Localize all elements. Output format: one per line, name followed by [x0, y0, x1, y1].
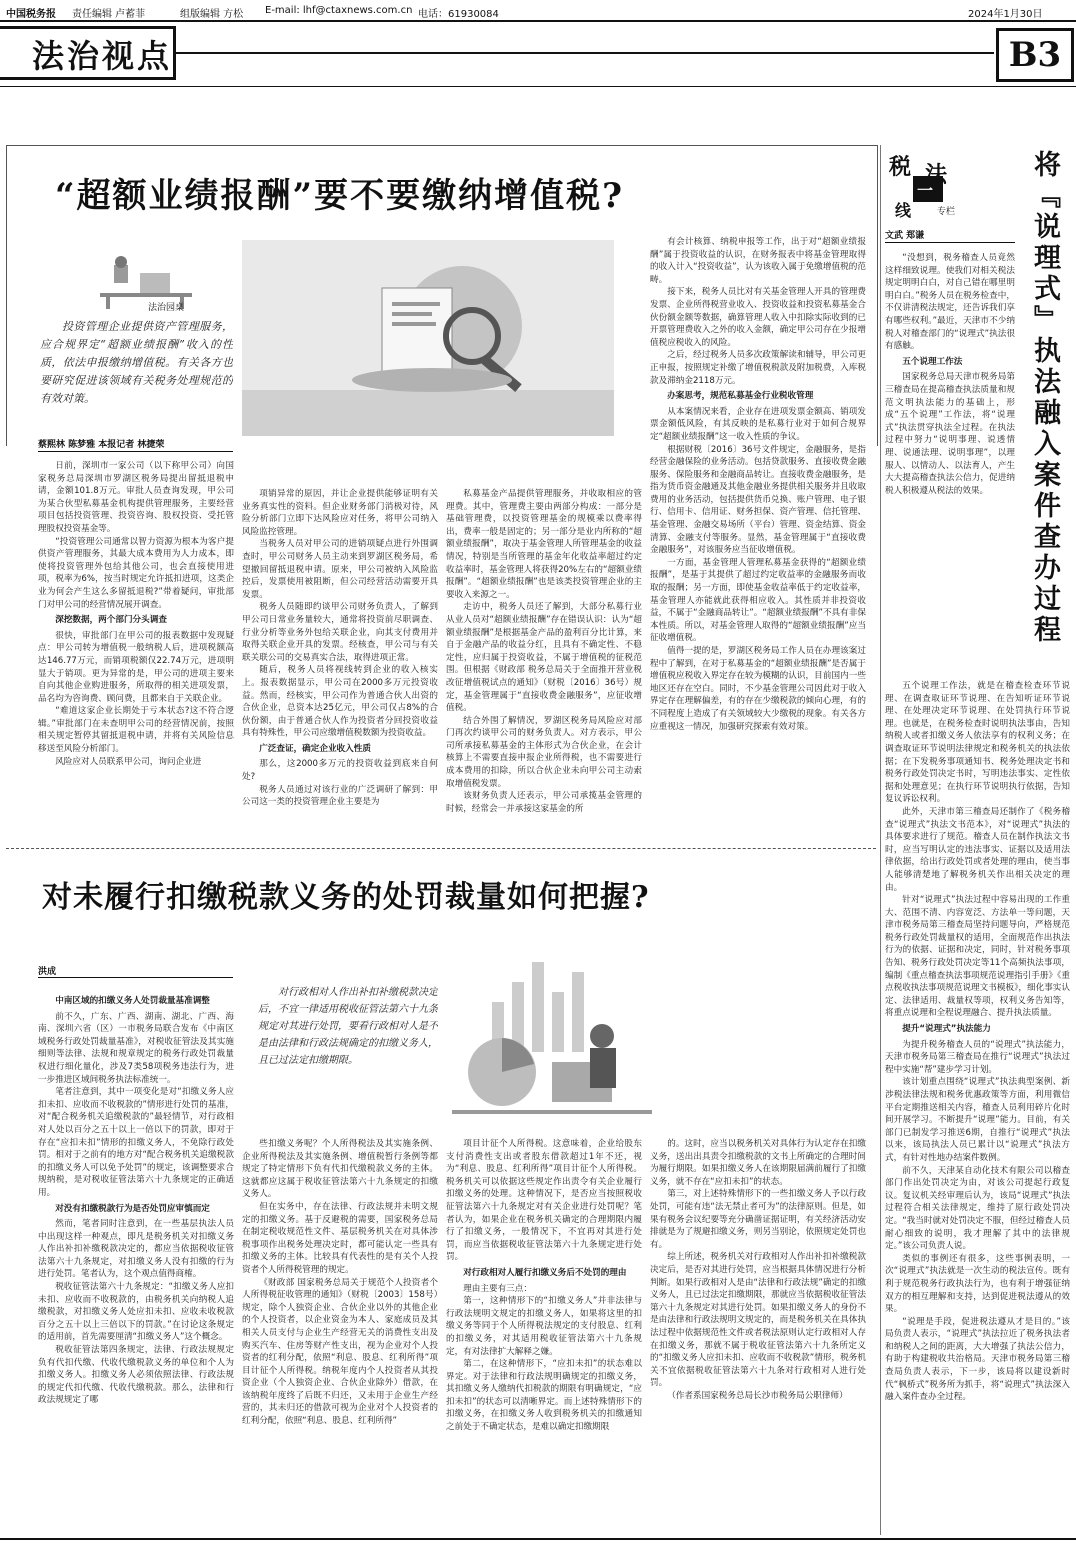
paragraph: 第二，在这种情形下，“应扣未扣”的状态难以界定。对于法律和行政法规明确规定的扣缴义务，其扣缴义务人缴纳代扣税款的期限有明确规定，“应扣未扣”的状态可以清晰界定。而上述特殊情形下的扣缴义务，在扣缴义务人收到税务机关的扣缴通知之前处于不确定状态，是难以确定扣缴期限	[446, 1359, 642, 1433]
paragraph: 前不久，天津某自动化技术有限公司以稽查部门作出处罚决定为由，对该公司提起行政复议。复议机关经审理后认为，该局“说理式”执法过程符合相关法律规定，维持了原行政处罚决定。“我当时就对处罚决定不服，但经过稽查人员耐心细致的说明，我才理解了其中的法律规定。”该公司负责人说。	[885, 1165, 1070, 1252]
paragraph: 根据财税〔2016〕36号文件规定，金融服务，是指经营金融保险的业务活动。包括贷款服务、直接收费金融服务、保险服务和金融商品转让。直接收费金融服务，是指为货币资金融通及其他金融业务提供相关服务并且收取费用的业务活动，包括提供货币兑换、账户管理、电子银行、信用卡、信用证、财务担保、资产管理、信托管理、基金管理、金融交易场所（平台）管理、资金结算、资金清算、金融支付等服务。显然，基金管理属于“直接收费金融服务”，对该服务应当征收增值税。	[650, 444, 866, 556]
paragraph: 有会计核算、纳税申报等工作，出于对“超额业绩报酬”属于投资收益的认识，在财务报表中将基金管理取得的收入计入“投资收益”，认为该收入属于免缴增值税的范畴。	[650, 237, 866, 285]
sidebar-body-bottom	[885, 680, 1070, 1532]
paragraph: 当税务人员对甲公司的进销项疑点进行外围调查时，甲公司财务人员主动来到罗湖区税务局，希望撤回留抵退税申请。原来，甲公司被纳入风险监控后，发票使用被阻断，但公司经营活动需要开具发票。	[242, 539, 438, 600]
sidebar-byline: 文武 郑谦	[885, 231, 925, 241]
article2-col1	[38, 992, 234, 1532]
section-title: 法治视点	[32, 37, 173, 75]
paragraph: 税收征管法第四条规定，法律、行政法规规定负有代扣代缴、代收代缴税款义务的单位和个人为扣缴义务人。扣缴义务人必须依照法律、行政法规的规定代扣代缴、代收代缴税款。那么，法律和行政法规规定了哪	[38, 1345, 234, 1406]
logo-tag: 专栏	[937, 207, 956, 217]
article2-illustration	[452, 952, 652, 1134]
article1-main-illustration	[242, 240, 614, 436]
paragraph: 然而，笔者同时注意到，在一些基层执法人员中出现这样一种观点，即凡是税务机关对扣缴义务人作出补扣补缴税款决定的，都应当依据税收征管法第六十九条规定，对扣缴义务人没有扣缴的行为进行处罚。笔者认为，这个观点值得商榷。	[38, 1219, 234, 1280]
paragraph: “投资管理公司通常以智力资源为根本为客户提供资产管理服务，其最大成本费用为人力成本，即使将投资管理外包给其他公司，也会直接使用进项，税率为6%，按当时规定允许抵扣进项，这类企业为何会产生这么多留抵退税?”带着疑问，审批部门对甲公司的经营情况展开调查。	[38, 536, 234, 610]
paragraph: 走访中，税务人员还了解到，大部分私募行业从业人员对“超额业绩报酬”存在错误认识：认为“超额业绩报酬”是根据基金产品的盈利百分比计算，来自于金融产品的收益分红，且具有不确定性、不稳定性，应归属于投资收益，不属于增值税的征税范围。但根据《财政部 税务总局关于全面推开营业税改征增值税试点的通知》（财税〔2016〕36号）规定，基金管理属于“直接收费金融服务”，应征收增值税。	[446, 602, 642, 714]
paragraph: “说理是手段，促进税法遵从才是目的。”该局负责人表示，“说理式”执法拉近了税务执法者和纳税人之间的距离，大大增强了执法公信力，有助于构建税收共治格局。天津市税务局第三稽查局负责人表示，下一步，该局将以建设新时代“枫桥式”税务所为抓手，将“说理式”执法深入融入案件查办全过程。	[885, 1316, 1070, 1403]
sidebar-byline-rule	[885, 242, 1015, 243]
article2-col4	[650, 1138, 866, 1532]
paragraph: 第一，这种情形下的“扣缴义务人”并非法律与行政法规明文规定的扣缴义务人，如果将这里的扣缴义务等同于个人所得税法规定的支付股息、红利的扣缴义务，对其适用税收征管法第六十九条规定，有对法律扩大解释之嫌。	[446, 1296, 642, 1357]
logo-char: 线	[895, 201, 912, 220]
article2-col3	[446, 1138, 642, 1532]
article2-col2	[242, 1138, 438, 1532]
logo-char: 税	[889, 154, 912, 180]
lead-text: 对行政相对人作出补扣补缴税款决定后，不宜一律适用税收征管法第六十九条规定对其进行处罚，要看行政相对人是不是由法律和行政法规确定的扣缴义务人，且已过法定扣缴期限。	[258, 987, 438, 1066]
subheading: 深挖数据，两个部门分头调查	[55, 615, 167, 626]
paragraph: 税务人员随即约谈甲公司财务负责人，了解到甲公司日常业务量较大，通常将投资前尽职调查、行业分析等业务外包给关联企业，向其支付费用并取得关联企业开具的发票。经核查，甲公司与有关联关联公司的交易真实合法，取得进项正常。	[242, 602, 438, 663]
sidebar-body-top	[885, 252, 1015, 678]
article2-title: 对未履行扣缴税款义务的处罚裁量如何把握?	[42, 880, 650, 915]
article1-col2	[242, 488, 438, 840]
paragraph: 针对“说理式”执法过程中容易出现的工作重大、范围不清、内容宽泛、方法单一等问题，天津市税务局第三稽查局坚持问题导向，严格规范税务行政处罚裁量权的适用，全面规范作出执法行为的依据、证据和决定，同时，针对税务事项告知、税务行政处罚决定等11个高频执法事项，编制《重点稽查执法事项规范说理指引手册》《重点税收执法事项规范说理文书模板》，细化事实认定、法律适用、裁量权等项，权利义务告知等，将重点说理和全程说理融合、提升执法质量。	[885, 895, 1070, 1019]
article2-lead	[258, 984, 438, 1134]
paragraph: “没想到，税务稽查人员竟然这样细致说理。使我们对相关税法规定明明白白，对自己错在哪里明明白白。”税务人员在税务检查中，不仅讲清税法规定，还告诉我们享有哪些权利。”最近，天津市不少纳税人对稽查部门的“说理式”执法很有感触。	[885, 253, 1015, 352]
column-logo	[885, 148, 965, 222]
paragraph: 该财务负责人还表示，甲公司承揽基金管理的时候，经常会一并承接这家基金的所	[446, 791, 642, 814]
paragraph: 的。这时，应当以税务机关对具体行为认定存在扣缴义务，送出出具责令扣缴税款的文书上所确定的合理时间为履行期限。如果扣缴义务人在该期限届满前履行了扣缴义务，就不存在“应扣未扣”的状态。	[650, 1139, 866, 1187]
paragraph: 接下来，税务人员比对有关基金管理人开具的管理费发票、企业所得税营业收入、投资收益和投资私募基金合伙份额金额等数据，确算管理人收入中扣除实际收到的已开票管理费收入之外的收入金额，确定甲公司存在少报增值税应税收入的风险。	[650, 287, 866, 348]
paragraph: 风险应对人员联系甲公司，询问企业进	[55, 756, 202, 767]
subheading: 中南区域的扣缴义务人处罚裁量基准调整	[55, 996, 210, 1006]
sidebar-rule	[880, 145, 881, 1535]
subheading: 提升“说理式”执法能力	[902, 1024, 991, 1035]
paragraph: 随后，税务人员将视线转到企业的收入核实上。报表数据显示，甲公司在2000多万元投资收益。然而，经核实，甲公司作为普通合伙人出资的合伙企业，总资本达25亿元，甲公司仅占8%的合伙份额，由于普通合伙人作为投资者分回投资收益具有特殊性，甲公司应缴增值税数额为投资收益。	[242, 665, 438, 739]
paragraph: “难道这家企业长期处于亏本状态?这不符合逻辑。”审批部门在未查明甲公司的经营情况前，按照相关规定暂停其留抵退税申请，并将有关风险信息移送至风险分析部门。	[38, 706, 234, 755]
subheading: 对没有扣缴税款行为是否处罚应审慎而定	[55, 1203, 210, 1214]
article1-col3	[446, 488, 642, 840]
issue-date: 2024年1月30日	[968, 9, 1043, 20]
paragraph: 为提升税务稽查人员的“说理式”执法能力，天津市税务局第三稽查局在推行“说理式”执法过程中实施“帮”建步学习计划。	[885, 1039, 1070, 1075]
paragraph: 税务人员通过对该行业的广泛调研了解到：甲公司这一类的投资管理企业主要是为	[242, 784, 438, 808]
paragraph: 结合外围了解情况，罗湖区税务局风险应对部门再次约谈甲公司的财务负责人。对方表示，甲公司所承接私募基金的主体形式为合伙企业，在会计核算上不需要直接申报企业所得税，也不需要进行成本费用的扣除，所以合伙企业未向甲公司主动索取增值税发票。	[446, 715, 642, 789]
phone: 电话：61930084	[418, 9, 499, 20]
editor-2: 组版编辑 方松	[180, 9, 244, 20]
paragraph: 前不久，广东、广西、湖南、湖北、广西、海南、深圳六省（区）一市税务局联合发布《中南区域税务行政处罚裁量基准》，对税收征管法及其实施细则等法律、法规和规章规定的税务行政处罚裁量权进行细化量化，涉及7类58项税务违法行为，进一步推进区域间税务执法标准统一。	[38, 1011, 234, 1085]
paragraph: 从本案情况来看，企业存在进项发票金额高、销项发票金额低风险，有其反映的是私募行业对于如何合规界定“超额业绩报酬”这一收入性质的争议。	[650, 406, 866, 442]
paragraph: 一方面，基金管理人管理私募基金获得的“超额业绩报酬”，是基于其提供了超过约定收益率的金融服务而收取的报酬；另一方面，即使基金收益率低于约定收益率，基金管理人亦能就此获得相应收入。其性质并非投资收益，不属于“金融商品转让”。“超额业绩报酬”不具有非保本性质。所以，对基金管理人取得的“超额业绩报酬”应当征收增值税。	[650, 557, 866, 644]
sidebar-title: 将『说理式』执法融入案件查办过程	[1029, 150, 1060, 646]
paragraph: 笔者注意到，其中一项变化是对“扣缴义务人应扣未扣、应收而不收税款的”情形进行处罚的基准，对“配合税务机关追缴税款的”最轻情节，对行政相对人处以百分之五十以上一倍以下的罚款，即对于存在“应扣未扣”情形的扣缴义务人，不免除行政处罚。相对于之前有的地方对“配合税务机关追缴税款的扣缴义务人可以免予处罚”的规定，该调整要求合规纳税，是对税收征管法第六十九条规定的正确适用。	[38, 1087, 234, 1198]
page-code: B3	[996, 28, 1074, 82]
paragraph: 值得一提的是，罗湖区税务局工作人员在办理该案过程中了解到，在对于私募基金的“超额业绩报酬”是否属于增值税应税收入界定存在较为模糊的认识，目前国内一些地区还存在空白。同时，不少基金管理公司因此对于收入界定存在理解偏差，有的存在少缴税款的倾向心理，有的不同程度上造成了有关领域较大少缴税的现象。有关各方应重视这一情况，加强研究探索有效对策。	[650, 646, 866, 732]
paragraph: （作者系国家税务总局长沙市税务局公职律师）	[667, 1390, 848, 1401]
header-rule	[0, 20, 1076, 22]
logo-char: 一	[917, 181, 934, 200]
paragraph: 日前，深圳市一家公司（以下称甲公司）向国家税务总局深圳市罗湖区税务局提出留抵退税申请，金额101.8万元。审批人员查询发现，甲公司为某合伙型私募基金机构提供管理服务，主要经营项目包括投资管理、投资咨询、股权投资、受托管理股权投资基金等。	[38, 461, 234, 534]
subheading: 对行政相对人履行扣缴义务后不处罚的理由	[463, 1267, 627, 1278]
footer-rule	[0, 1538, 1076, 1540]
paragraph: 私募基金产品提供管理服务，并收取相应的管理费。其中，管理费主要由两部分构成：一部分是基础管理费，以投资管理基金的规模乘以费率得出，费率一般是固定的；另一部分是业内所称的“超额业绩报酬”，取决于基金管理人所管理基金的收益情况，特别是当所管理的基金年化收益率超过约定收益率时，基金管理人将获得20%左右的“超额业绩报酬”。“超额业绩报酬”也是该类投资管理企业的主要收入来源之一。	[446, 489, 642, 600]
article1-title: “超额业绩报酬”要不要缴纳增值税?	[55, 176, 625, 216]
paragraph: 但在实务中，存在法律、行政法规并未明文规定的扣缴义务。基于反避税的需要，国家税务总局在制定税收规范性文件、基层税务机关在对具体涉税事项作出税务处理决定时，都可能认定一些具有扣缴义务的主体。比较具有代表性的是有关个人投资者个人所得税管理的规定。	[242, 1201, 438, 1275]
paragraph: 些扣缴义务呢？个人所得税法及其实施条例、企业所得税法及其实施条例、增值税暂行条例等都规定了特定情形下负有代扣代缴税款义务的主体。这就都应这属于税收征管法第六十九条规定的扣缴义务人。	[242, 1139, 438, 1200]
paragraph: 那么，这2000多万元的投资收益到底来自何处?	[242, 759, 438, 783]
paragraph: 综上所述，税务机关对行政相对人作出补扣补缴税款决定后，是否对其进行处罚，应当根据具体情况进行分析判断。如果行政相对人是由“法律和行政法规”确定的扣缴义务人，且已过法定扣缴期限，那就应当依据税收征管法第六十九条规定对其进行处罚。如果扣缴义务人的身份不是由法律和行政法规明文规定的，而是税务机关在具体执法过程中依据规范性文件或者税法原则认定行政相对人存在扣缴义务，那就不属于税收征管法第六十九条所定义的“扣缴义务人应扣未扣、应收而不收税款”情形，税务机关不宜依据税收征管法第六十九条对行政相对人进行处罚。	[650, 1252, 866, 1389]
paragraph: 很快，审批部门在甲公司的报表数据中发现疑点：甲公司转为增值税一般纳税人后，进项税额高达146.77万元，而销项税额仅22.74万元，进项明显大于销项。更为异常的是，甲公司的进项主要来自向其他企业购进服务，所取得的相关进项发票，品名均为咨询费、顾问费，且都来自于关联企业。	[38, 630, 234, 704]
subheading: 五个说理工作法	[902, 356, 963, 367]
paragraph: 此外，天津市第三稽查局还制作了《税务稽查“说理式”执法文书范本》，对“说理式”执法的具体要求进行了规范。稽查人员在制作执法文书时，应当写明认定的违法事实、证据以及适用法律依据，给出行政处罚或者处理的理由，使当事人能够清楚地了解税务机关作出相关决定的理由。	[885, 806, 1070, 893]
article1-col1	[38, 460, 234, 840]
section-rule	[176, 52, 994, 54]
paragraph: 五个说理工作法，就是在稽查检查环节说理、在调查取证环节说理、在告知听证环节说理、在处理决定环节说理、在处罚执行环节说理。也就是，在税务检查时说明执法事由，告知纳税人或者扣缴义务人依法享有的权利义务；在调查取证环节说明法律规定和税务机关的执法依据；在下发税务事项通知书、税务处理决定书和税务行政处罚决定书时，写明违法事实、定性依据和处理意见；在执行环节说明执行依据，告知复议诉讼权利。	[885, 681, 1070, 805]
paragraph: 税收征管法第六十九条规定：“扣缴义务人应扣未扣、应收而不收税款的，由税务机关向纳税人追缴税款，对扣缴义务人处应扣未扣、应收未收税款百分之五十以上三倍以下的罚款。”在讨论这条规定的适用前，首先需要厘清“扣缴义务人”这个概念。	[38, 1282, 234, 1343]
paragraph: 《财政部 国家税务总局关于规范个人投资者个人所得税征收管理的通知》（财税〔2003〕158号）规定，除个人独资企业、合伙企业以外的其他企业的个人投资者，以企业资金为本人、家庭成员及其相关人员支付与企业生产经营无关的消费性支出及购买汽车、住房等财产性支出，视为企业对个人投资者的红利分配，依照“利息、股息、红利所得”项目计征个人所得税。纳税年度内个人投资者从其投资企业（个人独资企业、合伙企业除外）借款，在该纳税年度终了后既不归还，又未用于企业生产经营的，其未归还的借款可视为企业对个人投资者的红利分配，依照“利息、股息、红利所得”	[242, 1277, 438, 1427]
paragraph: 第三，对上述特殊情形下的一些扣缴义务人予以行政处罚，可能有违“法无禁止者可为”的法律原则。但是，如果有税务会议纪要等充分确凿证据证明，有关经济活动安排就是为了规避扣缴义务，则另当别论，依照规定处罚也有。	[650, 1189, 866, 1250]
subheading: 广泛查证，确定企业收入性质	[259, 743, 371, 754]
paragraph: 理由主要有三点：	[463, 1283, 532, 1294]
paragraph: 类似的事例还有很多，这些事例表明，一次“说理式”执法就是一次生动的税法宣传。既有利于规范税务行政执法行为，也有利于增强征纳双方的相互理解和支持，达到促进税法遵从的效果。	[885, 1253, 1070, 1315]
article1-lead	[40, 318, 233, 428]
subheading: 办案思考，规范私募基金行业税收管理	[667, 391, 814, 402]
article-divider	[6, 848, 876, 849]
editor-1: 责任编辑 卢蓄菲	[72, 9, 146, 20]
paragraph: 项销异常的原因，并让企业提供能够证明有关业务真实性的资料。但企业财务部门消极对待，风险分析部门立即下达风险应对任务，将甲公司纳入风险监控管理。	[242, 489, 438, 537]
paper-name: 中国税务报	[6, 9, 56, 20]
article2-byline: 洪成	[38, 967, 57, 977]
paragraph: 该计划重点围绕“说理式”执法典型案例、新涉税法律法规和税务优惠政策等方面，利用微信平台定期推送相关内容，稽查人员利用碎片化时间开展学习。不断提升“说理”能力。目前，有关部门已制发学习推送6期，自推行“说理式”执法以来，该局执法人员已累计以“说理式”执法方式，有针对性地办结案件数例。	[885, 1077, 1070, 1163]
lead-text: 投资管理企业提供资产管理服务，应合规界定“超额业绩报酬”收入的性质，依法申报缴纳增值税。有关各方也要研究促进该领域有关税务处理规范的有效对策。	[40, 320, 233, 405]
top-rule	[0, 86, 1076, 87]
article1-col4	[650, 236, 866, 840]
email: E-mail: lhf@ctaxnews.com.cn	[265, 5, 413, 16]
paragraph: 之后，经过税务人员多次政策解读和辅导，甲公司更正申报，按照规定补缴了增值税税款及附加税费，入库税款及滞纳金2118万元。	[650, 350, 866, 386]
paragraph: 国家税务总局天津市税务局第三稽查局在提高稽查执法质量和规范文明执法能力的基础上，形成“五个说理”工作法，将“说理式”执法贯穿执法全过程。在执法过程中努力“说明事理、说透情理、说通法理、说明事理”，以理服人、以情动人、以法育人，产生大大提高稽查执法公信力，促进纳税人积极遵从税法的效果。	[885, 372, 1015, 496]
byline2-rule	[38, 977, 233, 978]
byline-rule	[38, 451, 233, 452]
logo-char: 法	[925, 162, 948, 188]
article1-byline: 蔡熙林 陈梦雅 本报记者 林捷荣	[38, 440, 165, 450]
paragraph: 项目计征个人所得税。这意味着，企业给股东支付消费性支出或者股东借款超过1年不还，视为“利息、股息、红利所得”项目计征个人所得税。税务机关可以依据这些规定作出责令有关企业履行扣缴义务的处理。这种情况下，是否应当按照税收征管法第六十九条规定对有关企业进行处罚呢？笔者认为，如果企业在税务机关确定的合理期限内履行了扣缴义务，一般情况下，不宜再对其进行处罚，而应当依据税收征管法第六十九条规定进行处罚。	[446, 1139, 642, 1263]
illustration-caption: 法治园桌	[148, 303, 185, 313]
